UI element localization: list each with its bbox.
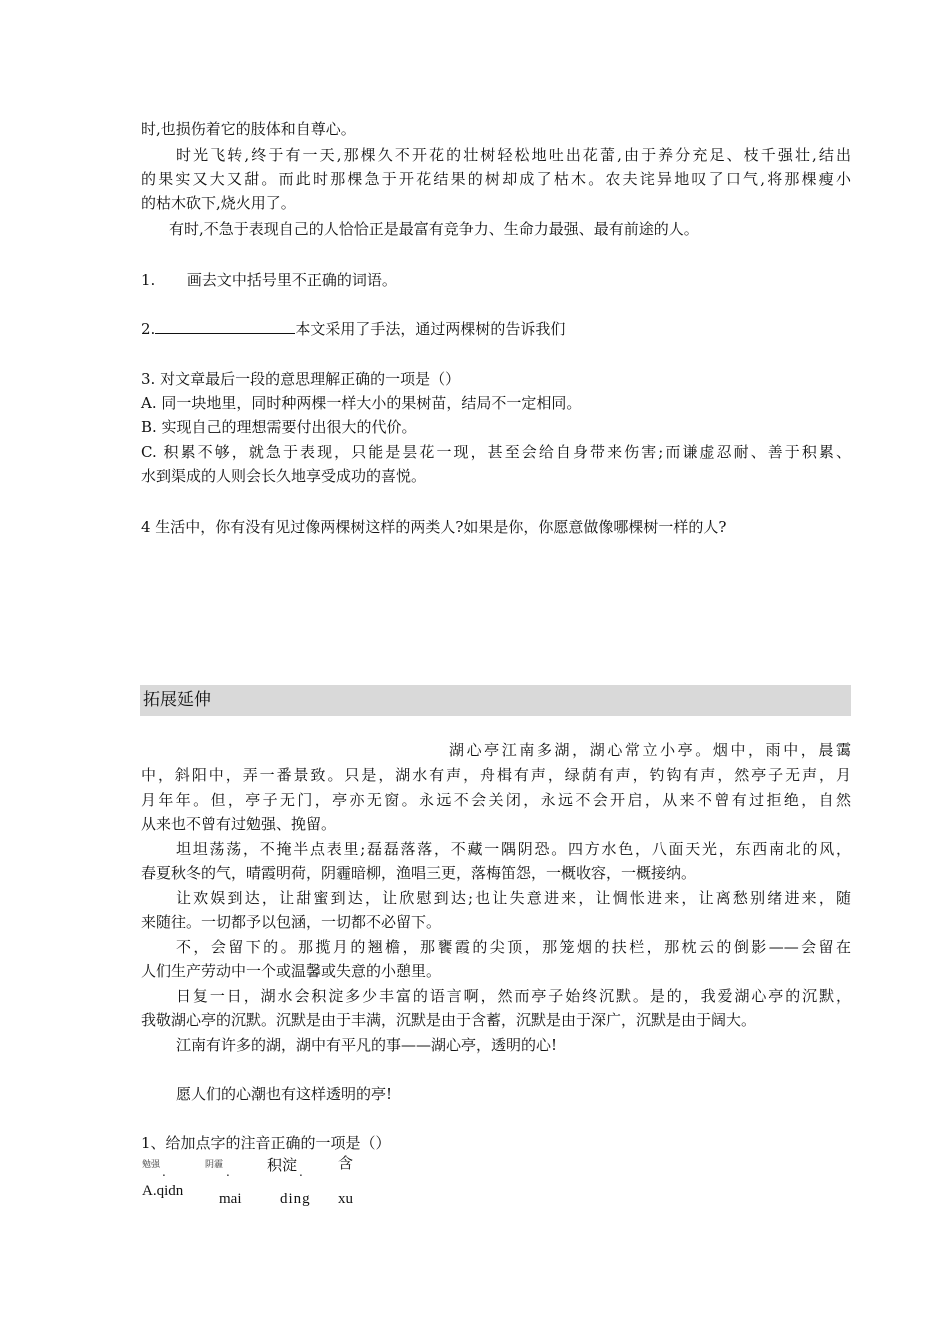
passage2-line8: 来随往。一切都予以包涵，一切都不必留下。: [141, 913, 442, 931]
passage2-line1: 湖心亭江南多湖，湖心常立小亭。烟中，雨中，晨霭: [449, 741, 851, 759]
question-2-number: 2.: [141, 320, 156, 338]
passage2-line3: 月年年。但，亭子无门，亭亦无窗。永远不会关闭，永远不会开启，从来不曾有过拒绝，自然: [141, 791, 851, 809]
question-1-number: 1.: [141, 271, 156, 289]
dot-mark-2: .: [226, 1165, 230, 1179]
question-2: [141, 317, 851, 341]
passage1-line2: 时光飞转,终于有一天,那棵久不开花的壮树轻松地吐出花蕾,由于养分充足、枝千强壮,结出: [176, 146, 851, 164]
word-1: 勉强: [142, 1160, 161, 1170]
passage2-line4: 从来也不曾有过勉强、挽留。: [141, 815, 337, 833]
passage1-line5: 有时,不急于表现自己的人恰恰正是最富有竞争力、生命力最强、最有前途的人。: [169, 220, 699, 238]
dot-mark-1: .: [162, 1165, 166, 1179]
question-3-option-a: A. 同一块地里，同时种两棵一样大小的果树苗，结局不一定相同。: [141, 394, 582, 412]
passage2-line12: 我敬湖心亭的沉默。沉默是由于丰满，沉默是由于含蓄，沉默是由于深广，沉默是由于阔大。: [141, 1011, 757, 1029]
passage2-line9: 不，会留下的。那揽月的翘檐，那饔霞的尖顶，那笼烟的扶栏，那枕云的倒影——会留在: [176, 938, 851, 956]
section-header-bar: [140, 685, 851, 716]
question-1-text: 画去文中括号里不正确的词语。: [186, 271, 397, 289]
pinyin-4: xu: [338, 1191, 353, 1207]
section-title: 拓展延伸: [143, 690, 211, 710]
passage2-line10: 人们生产劳动中一个或温馨或失意的小憩里。: [141, 962, 442, 980]
passage2-line6: 春夏秋冬的气，晴霞明荷，阴霾暗柳，渔唱三更，落梅笛怨，一概收容，一概接纳。: [141, 864, 697, 882]
word-3: 积淀: [267, 1158, 298, 1174]
question-3: 3. 对文章最后一段的意思理解正确的一项是（）: [141, 370, 461, 388]
passage2-line14: 愿人们的心潮也有这样透明的亭!: [176, 1085, 393, 1103]
question-3-option-c-line1: C. 积累不够，就急于表现，只能是昙花一现，甚至会给自身带来伤害;而谦虚忍耐、善于积累、: [141, 443, 851, 461]
question-1: [141, 268, 851, 292]
passage2-line5: 坦坦荡荡，不掩半点表里;磊磊落落，不藏一隅阴恐。四方水色，八面天光，东西南北的风，: [176, 840, 851, 858]
word-2: 阴霾: [205, 1160, 224, 1170]
question-3-option-b: B. 实现自己的理想需要付出很大的代价。: [141, 418, 417, 436]
question-2-text: 本文采用了手法，通过两棵树的告诉我们: [295, 320, 566, 338]
passage1-line3: 的果实又大又甜。而此时那棵急于开花结果的树却成了枯木。农夫诧异地叹了口气,将那棵瘦小: [141, 170, 851, 188]
question-3-option-c-line2: 水到渠成的人则会长久地享受成功的喜悦。: [141, 467, 427, 485]
passage1-line1: 时,也损伤着它的肢体和自尊心。: [141, 120, 356, 138]
option-a: A.qidn: [142, 1183, 184, 1199]
passage2-line2: 中，斜阳中，弄一番景致。只是，湖水有声，舟楫有声，绿荫有声，钓钩有声，然亭子无声，月: [141, 766, 851, 784]
pinyin-3: ding: [280, 1191, 311, 1207]
word-4: 含: [338, 1156, 354, 1172]
passage2-line13: 江南有许多的湖，湖中有平凡的事——湖心亭，透明的心!: [176, 1036, 558, 1054]
dot-mark-3: .: [299, 1165, 303, 1179]
pinyin-2: mai: [219, 1191, 242, 1207]
passage2-line7: 让欢娱到达，让甜蜜到达，让欣慰到达;也让失意进来，让惆怅进来，让离愁别绪进来，随: [176, 889, 851, 907]
question-4: 4 生活中，你有没有见过像两棵树这样的两类人?如果是你，你愿意做像哪棵树一样的人?: [141, 518, 727, 536]
passage2-line11: 日复一日，湖水会积淀多少丰富的语言啊，然而亭子始终沉默。是的，我爱湖心亭的沉默，: [176, 987, 851, 1005]
passage1-line4: 的枯木砍下,烧火用了。: [141, 194, 296, 212]
question-2-1: 1、给加点字的注音正确的一项是（）: [141, 1134, 391, 1152]
answer-blank[interactable]: [155, 319, 295, 334]
